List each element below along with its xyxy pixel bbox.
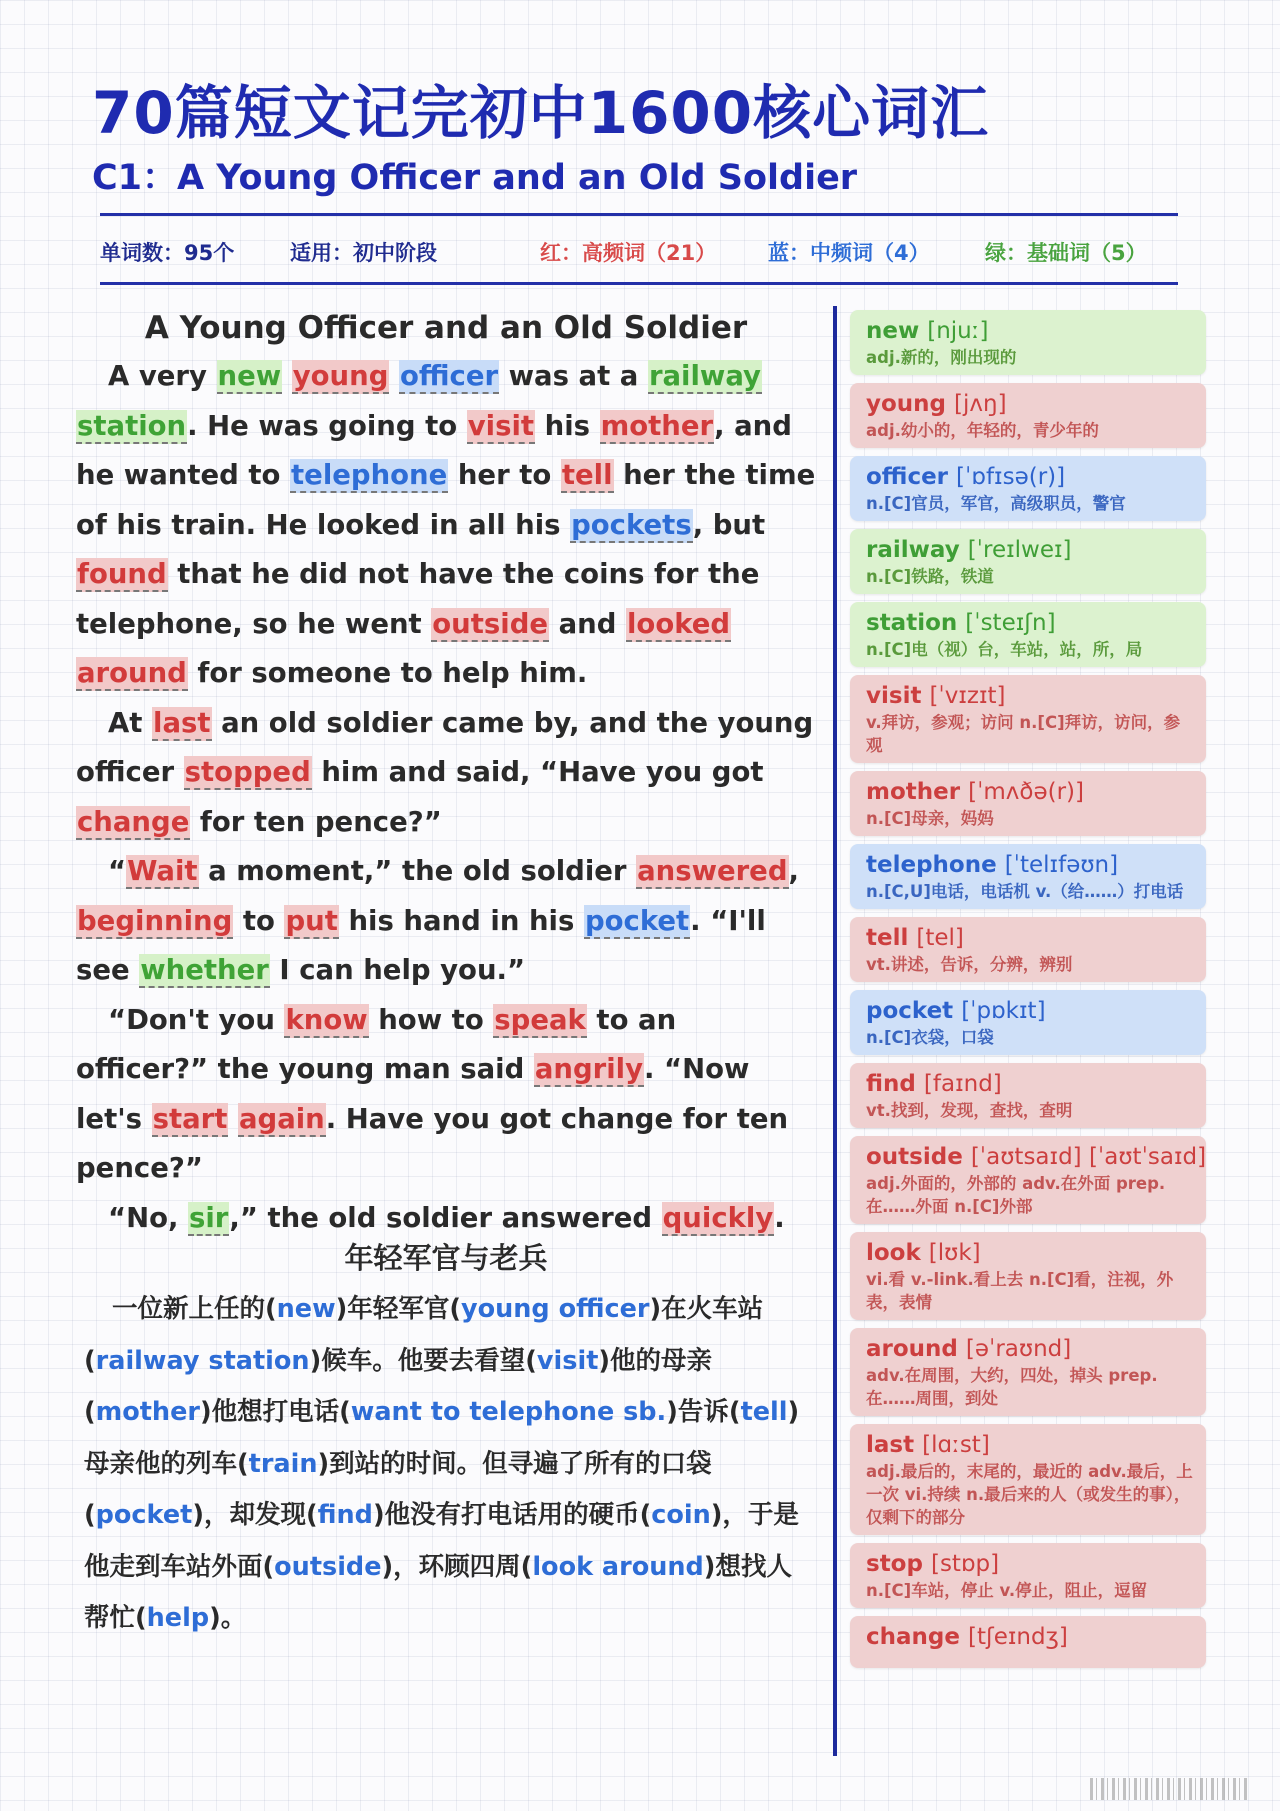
story-section <box>76 310 816 1243</box>
story-paragraph <box>76 996 816 1194</box>
highlighted-word: visit <box>467 409 535 442</box>
vocab-word-line <box>866 1069 1194 1099</box>
vocab-word-line <box>866 1238 1194 1268</box>
vocab-definition: vt.找到，发现，查找，查明 <box>866 1101 1073 1120</box>
vocab-word: telephone <box>866 852 1005 878</box>
keyword: pocket <box>95 1500 193 1530</box>
vocab-definition: adj.外面的，外部的 adv.在外面 prep.在……外面 n.[C]外部 <box>866 1174 1166 1216</box>
vocab-card <box>850 383 1206 448</box>
vocab-word-line <box>866 681 1194 711</box>
top-divider <box>100 213 1178 216</box>
story-text: . “I'll see <box>76 904 766 986</box>
vocab-card <box>850 1328 1206 1416</box>
translation-text: )，却发现( <box>192 1500 318 1530</box>
vocab-phonetic: [ˈtelɪfəʊn] <box>1004 852 1119 878</box>
vocab-card <box>850 529 1206 594</box>
vocab-definition: n.[C]电（视）台，车站，站，所，局 <box>866 640 1143 659</box>
vocab-word: new <box>866 318 928 344</box>
vocab-word-line <box>866 1430 1194 1460</box>
story-text: how to <box>368 1003 494 1036</box>
highlighted-word: last <box>153 706 211 739</box>
translation-text: )母亲他的列车( <box>84 1397 800 1479</box>
vocab-word: tell <box>866 925 917 951</box>
legend-blue: 蓝：中频词（4） <box>768 241 930 265</box>
vocab-definition: vi.看 v.-link.看上去 n.[C]看，注视，外表，表情 <box>866 1270 1174 1312</box>
highlighted-word: pocket <box>584 904 690 937</box>
story-text: and <box>549 607 626 640</box>
vocab-phonetic: [ˈpɒkɪt] <box>961 998 1046 1024</box>
keyword: want to telephone sb. <box>350 1397 667 1427</box>
keyword: tell <box>740 1397 788 1427</box>
story-text: a moment,” the old soldier <box>198 855 637 887</box>
story-text: . He was going to <box>187 409 467 442</box>
highlighted-word: outside <box>432 607 549 640</box>
story-text: ,” the old soldier answered <box>229 1201 662 1234</box>
watermark-barcode <box>1090 1778 1250 1800</box>
translation-text: 一位新上任的( <box>112 1294 277 1324</box>
story-text: , and he wanted to <box>76 409 792 491</box>
keyword: visit <box>536 1345 599 1376</box>
translation-text: )，于是他走到车站外面( <box>84 1500 799 1582</box>
vocab-word-line <box>866 535 1194 565</box>
highlighted-word: young <box>292 360 389 392</box>
highlighted-word: angrily <box>534 1053 644 1085</box>
vocab-card <box>850 1543 1206 1608</box>
vocab-phonetic: [ˈvɪzɪt] <box>929 683 1006 709</box>
vocab-word-line <box>866 850 1194 880</box>
vocab-word: around <box>866 1336 966 1362</box>
story-text: his <box>535 409 600 442</box>
highlighted-word: put <box>285 904 338 937</box>
highlighted-word: tell <box>561 459 613 491</box>
vocab-phonetic: [njuː] <box>927 318 989 344</box>
vocab-phonetic: [tel] <box>916 925 964 951</box>
vocab-word: find <box>866 1071 924 1097</box>
keyword: outside <box>274 1551 382 1582</box>
translation-text: )候车。他要去看望( <box>309 1345 537 1376</box>
translation-text: )在火车站( <box>84 1294 764 1376</box>
vocab-card <box>850 1232 1206 1320</box>
story-text <box>389 360 399 392</box>
stats-bar <box>100 233 1178 269</box>
story-text: I can help you.” <box>269 954 526 986</box>
vocab-list <box>850 310 1206 1676</box>
story-text: “No, <box>108 1201 189 1234</box>
vocab-definition: n.[C]衣袋，口袋 <box>866 1028 994 1047</box>
story-text: him and said, “Have you got <box>311 756 764 788</box>
vocab-definition: adv.在周围，大约，四处，掉头 prep.在……周围，到处 <box>866 1366 1158 1408</box>
vocab-word: last <box>866 1432 923 1458</box>
vocab-word: change <box>866 1624 968 1650</box>
highlighted-word: speak <box>494 1003 586 1036</box>
vocab-phonetic: [faɪnd] <box>923 1071 1002 1097</box>
legend-green: 绿：基础词（5） <box>985 241 1147 265</box>
story-title: A Young Officer and an Old Soldier <box>144 310 748 346</box>
story-text: her the time of his train. He looked in all his <box>76 459 816 541</box>
highlighted-word: start <box>152 1102 228 1135</box>
vocab-definition: adj.新的，刚出现的 <box>866 348 1017 367</box>
translation-text: )他没有打电话用的硬币( <box>372 1500 652 1530</box>
vocab-word-line <box>866 316 1194 346</box>
vocab-definition: n.[C,U]电话，电话机 v.（给……）打电话 <box>866 882 1184 901</box>
word-count: 单词数：95个 <box>100 241 235 265</box>
vocab-definition: vt.讲述，告诉，分辨，辨别 <box>866 955 1073 974</box>
vocab-word-line <box>866 996 1194 1026</box>
vocab-card <box>850 771 1206 836</box>
page-title: 70篇短文记完初中1600核心词汇 <box>92 79 990 147</box>
story-paragraph <box>76 352 816 699</box>
vocab-word-line <box>866 608 1194 638</box>
story-text: At <box>108 706 153 739</box>
story-text: “Don't you <box>108 1003 285 1036</box>
translation-text: )告诉( <box>666 1397 741 1427</box>
translation-text: )。 <box>209 1603 247 1633</box>
vocab-definition: n.[C]母亲，妈妈 <box>866 809 994 828</box>
translation-title: 年轻军官与老兵 <box>344 1241 548 1275</box>
story-text <box>228 1103 238 1135</box>
vocab-word-line <box>866 389 1194 419</box>
vocab-word: look <box>866 1240 929 1266</box>
highlighted-word: know <box>285 1003 368 1036</box>
story-text: to <box>233 904 285 937</box>
highlighted-word: railway <box>648 360 761 392</box>
keyword: young officer <box>460 1294 650 1324</box>
vocab-card <box>850 456 1206 521</box>
vocab-word: pocket <box>866 998 962 1024</box>
highlighted-word: quickly <box>662 1201 774 1234</box>
vocab-phonetic: [tʃeɪndʒ] <box>967 1624 1068 1650</box>
vocab-word-line <box>866 1549 1194 1579</box>
vocab-phonetic: [stɒp] <box>930 1551 1000 1577</box>
highlighted-word: whether <box>140 954 269 986</box>
keyword: coin <box>651 1500 711 1530</box>
vocab-card <box>850 1424 1206 1535</box>
highlighted-word: officer <box>399 360 499 392</box>
story-text: her to <box>448 459 561 491</box>
vocab-definition: adj.最后的，末尾的，最近的 adv.最后，上一次 vi.持续 n.最后来的人（或发生的事），仅剩下的部分 <box>866 1462 1193 1527</box>
story-text: for someone to help him. <box>187 657 588 689</box>
story-text: , but <box>692 508 766 541</box>
legend-red: 红：高频词（21） <box>540 241 717 265</box>
vocab-phonetic: [əˈraʊnd] <box>965 1336 1072 1362</box>
story-text: “ <box>108 855 127 887</box>
highlighted-word: new <box>217 360 282 392</box>
keyword: mother <box>95 1397 200 1427</box>
highlighted-word: mother <box>600 409 714 442</box>
highlighted-word: stopped <box>184 756 311 788</box>
story-text: for ten pence?” <box>190 805 442 838</box>
vocab-word: mother <box>866 779 969 805</box>
vocab-phonetic: [lʊk] <box>928 1240 981 1266</box>
vocab-phonetic: [ˈɒfɪsə(r)] <box>956 464 1066 490</box>
keyword: look around <box>532 1551 704 1582</box>
translation-text: )他想打电话( <box>199 1397 351 1427</box>
story-text: . <box>774 1201 785 1234</box>
story-text: . Have you got change for ten pence?” <box>76 1102 789 1184</box>
vocab-word-line <box>866 777 1194 807</box>
vocab-definition: n.[C]官员，军官，高级职员，警官 <box>866 494 1126 513</box>
vocab-word: visit <box>866 683 930 709</box>
vocab-phonetic: [lɑːst] <box>922 1432 990 1458</box>
translation-text: )年轻军官( <box>335 1294 461 1324</box>
story-text: A very <box>108 360 217 392</box>
keyword: new <box>276 1294 336 1324</box>
vocab-card <box>850 1136 1206 1224</box>
vocab-word: outside <box>866 1144 971 1170</box>
keyword: train <box>248 1448 318 1479</box>
vocab-word: stop <box>866 1551 931 1577</box>
highlighted-word: found <box>77 558 167 590</box>
story-text: that he did not have the coins for the telephone, so he went <box>76 558 760 640</box>
highlighted-word: looked <box>627 607 731 640</box>
vocab-card <box>850 675 1206 763</box>
vocab-word-line <box>866 462 1194 492</box>
vocab-definition: n.[C]铁路，铁道 <box>866 567 994 586</box>
highlighted-word: beginning <box>77 904 233 937</box>
bottom-divider <box>100 282 1178 285</box>
vocab-phonetic: [ˈmʌðə(r)] <box>968 779 1085 805</box>
vocab-phonetic: [ˈreɪlweɪ] <box>967 537 1072 563</box>
level-label: 适用：初中阶段 <box>290 241 437 265</box>
vocab-word: officer <box>866 464 957 490</box>
vocab-word-line <box>866 1334 1194 1364</box>
translation-text: )到站的时间。但寻遍了所有的口袋( <box>84 1448 712 1530</box>
translation-text: )想找人帮忙( <box>84 1551 792 1633</box>
story-paragraph <box>76 699 816 848</box>
story-body <box>76 352 816 1243</box>
vocab-card <box>850 917 1206 982</box>
vocab-word: railway <box>866 537 968 563</box>
vocab-word-line <box>866 1142 1206 1172</box>
keyword: find <box>317 1500 373 1530</box>
vocab-card <box>850 990 1206 1055</box>
vocab-phonetic: [ˈsteɪʃn] <box>965 610 1056 636</box>
vocab-card <box>850 602 1206 667</box>
story-text: his hand in his <box>338 904 584 937</box>
vocab-definition: v.拜访，参观；访问 n.[C]拜访，访问，参观 <box>866 713 1181 755</box>
story-text: . “Now let's <box>76 1053 750 1135</box>
vocab-definition: n.[C]车站，停止 v.停止，阻止，逗留 <box>866 1581 1148 1600</box>
highlighted-word: station <box>77 409 187 442</box>
story-text: an old soldier came by, and the young officer <box>76 706 814 788</box>
story-text <box>282 360 292 392</box>
highlighted-word: again <box>238 1102 325 1135</box>
highlighted-word: change <box>77 805 190 838</box>
highlighted-word: around <box>77 657 187 689</box>
lesson-subtitle: C1：A Young Officer and an Old Soldier <box>92 158 858 198</box>
highlighted-word: sir <box>189 1201 229 1234</box>
vocab-card <box>850 310 1206 375</box>
vocab-word: young <box>866 391 955 417</box>
translation-text: )，环顾四周( <box>381 1551 533 1582</box>
translation-body <box>84 1284 816 1645</box>
vocab-word-line <box>866 923 1194 953</box>
vocab-phonetic: [ˈaʊtsaɪd] [ˈaʊtˈsaɪd] <box>970 1144 1206 1170</box>
story-text: was at a <box>499 360 648 392</box>
vocab-word-line <box>866 1622 1194 1652</box>
vocab-definition: adj.幼小的，年轻的，青少年的 <box>866 421 1099 440</box>
highlighted-word: telephone <box>291 459 448 491</box>
keyword: railway station <box>95 1345 310 1376</box>
story-text: , <box>788 855 799 887</box>
vocab-phonetic: [jʌŋ] <box>954 391 1007 417</box>
vocab-card <box>850 1063 1206 1128</box>
translation-text: )他的母亲( <box>84 1345 713 1427</box>
highlighted-word: answered <box>637 855 788 887</box>
story-text: to an officer?” the young man said <box>76 1003 677 1085</box>
story-paragraph <box>76 847 816 996</box>
vocab-word: station <box>866 610 966 636</box>
vocab-card <box>850 1616 1206 1668</box>
highlighted-word: pockets <box>571 508 692 541</box>
vertical-divider <box>833 306 837 1756</box>
highlighted-word: Wait <box>127 855 198 887</box>
vocab-card <box>850 844 1206 909</box>
keyword: help <box>146 1603 210 1633</box>
